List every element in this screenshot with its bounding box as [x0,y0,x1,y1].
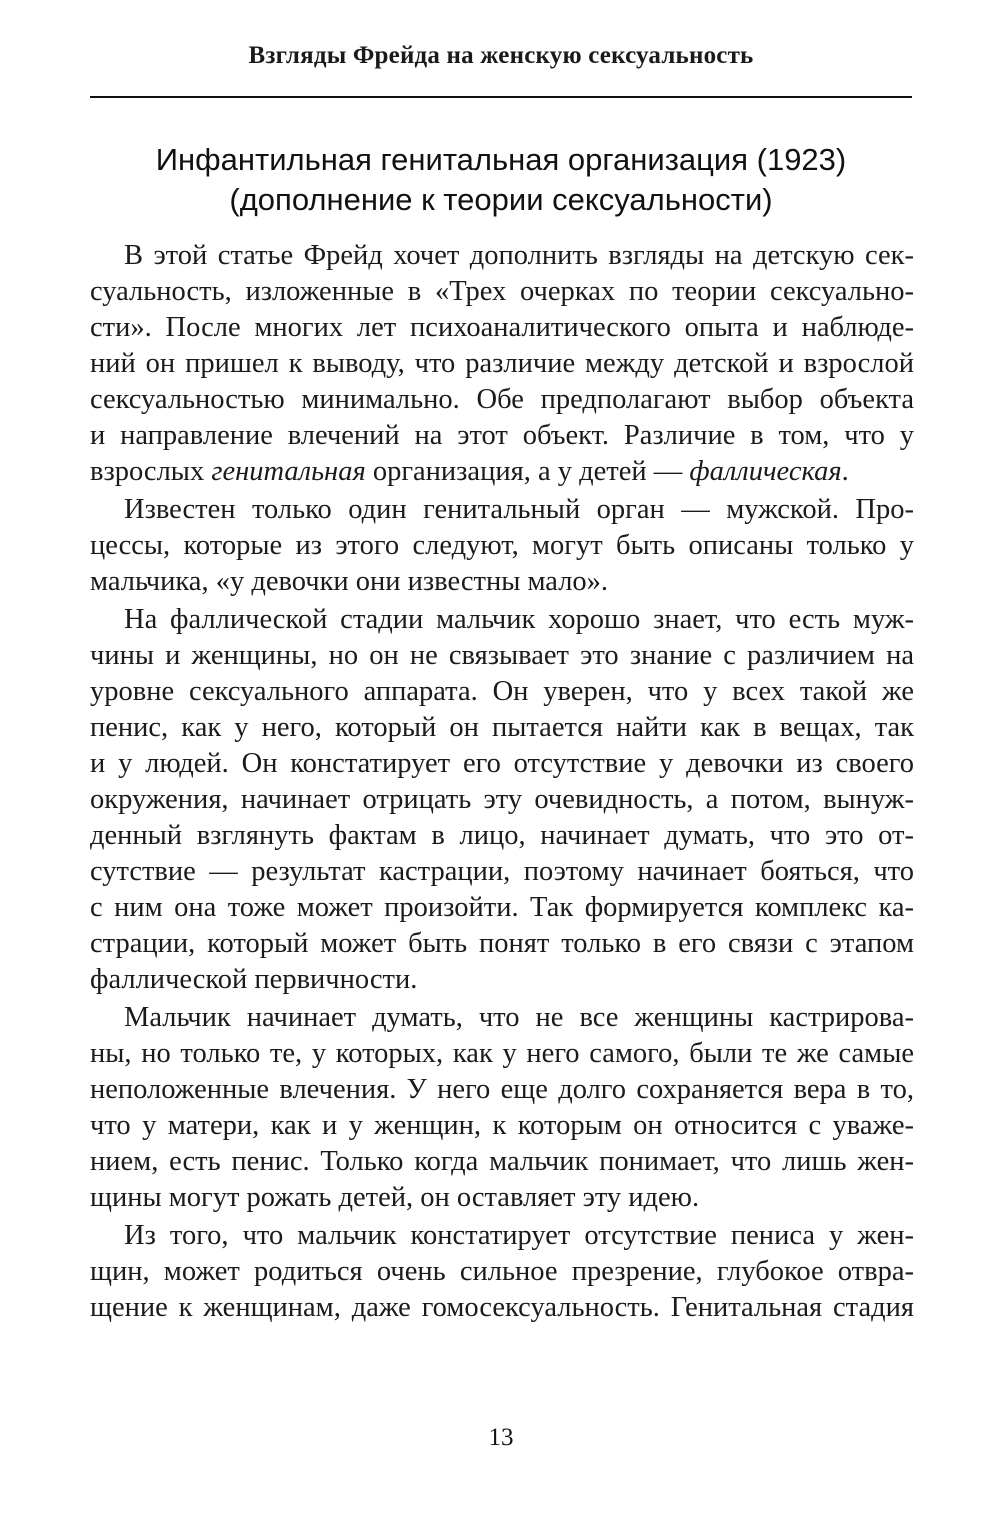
text-line: сутствие — результат кастрации, поэтому начинает бояться, что [90,856,914,887]
page-number: 13 [488,1424,514,1451]
text-line: суальность, изложенные в «Трех очерках по теории сексуально- [90,276,914,307]
body-text [90,238,914,1328]
paragraph-3 [90,602,914,998]
text-line: Из того, что мальчик констатирует отсутствие пениса у жен- [124,1220,914,1251]
italic-term-genital: генитальная [211,456,366,487]
text-line: страции, который может быть понят только в его связи с этапом [90,928,914,959]
paragraph-2 [90,492,914,600]
italic-term-phallic: фаллическая [689,456,842,487]
text-line: уровне сексуального аппарата. Он уверен, что у всех такой же [90,676,914,707]
running-head: Взгляды Фрейда на женскую сексуальность [248,42,754,69]
text-line: мальчика, «у девочки они известны мало». [90,566,609,597]
text-line: сти». После многих лет психоаналитического опыта и наблюде- [90,312,914,343]
text-line: На фаллической стадии мальчик хорошо знает, что есть муж- [124,604,914,635]
chapter-title-line-2: (дополнение к теории сексуальности) [229,182,773,217]
text-line: щин, может родиться очень сильное презрение, глубокое отвра- [90,1256,914,1287]
text-line: и у людей. Он констатирует его отсутствие у девочки из своего [90,748,914,779]
text-line: неположенные влечения. У него еще долго сохраняется вера в то, [90,1074,914,1105]
text-line: что у матери, как и у женщин, к которым он относится с уваже- [90,1110,914,1141]
chapter-title-line-1: Инфантильная генитальная организация (1923) [155,142,847,177]
text-line [90,454,914,490]
text-line: с ним она тоже может произойти. Так формируется комплекс ка- [90,892,914,923]
text-line: цессы, которые из этого следуют, могут быть описаны только у [90,530,914,561]
text-run: взрослых [90,456,212,487]
text-line: В этой статье Фрейд хочет дополнить взгляды на детскую сек- [124,240,914,271]
text-run: . [841,456,849,487]
text-line: сексуальностью минимально. Обе предполагают выбор объекта [90,384,914,415]
chapter-title [90,140,912,220]
text-line: щины могут рожать детей, он оставляет эту идею. [90,1182,700,1213]
text-run: организация, а у детей — [365,456,690,487]
text-line: пенис, как у него, который он пытается найти как в вещах, так [90,712,914,743]
text-line: Мальчик начинает думать, что не все женщины кастрирова- [124,1002,914,1033]
text-line: Известен только один генитальный орган — мужской. Про- [124,494,914,525]
text-line: окружения, начинает отрицать эту очевидность, а потом, вынуж- [90,784,914,815]
paragraph-1 [90,238,914,490]
header-rule [90,96,912,98]
text-line: нием, есть пенис. Только когда мальчик понимает, что лишь жен- [90,1146,914,1177]
text-line: щение к женщинам, даже гомосексуальность. Генитальная стадия [90,1292,914,1323]
text-line: чины и женщины, но он не связывает это знание с различием на [90,640,914,671]
text-line: фаллической первичности. [90,964,418,995]
text-line: денный взглянуть фактам в лицо, начинает думать, что это от- [90,820,914,851]
paragraph-4 [90,1000,914,1216]
paragraph-5 [90,1218,914,1326]
text-line: ны, но только те, у которых, как у него самого, были те же самые [90,1038,914,1069]
text-line: и направление влечений на этот объект. Различие в том, что у [90,420,914,451]
text-line: ний он пришел к выводу, что различие между детской и взрослой [90,348,914,379]
